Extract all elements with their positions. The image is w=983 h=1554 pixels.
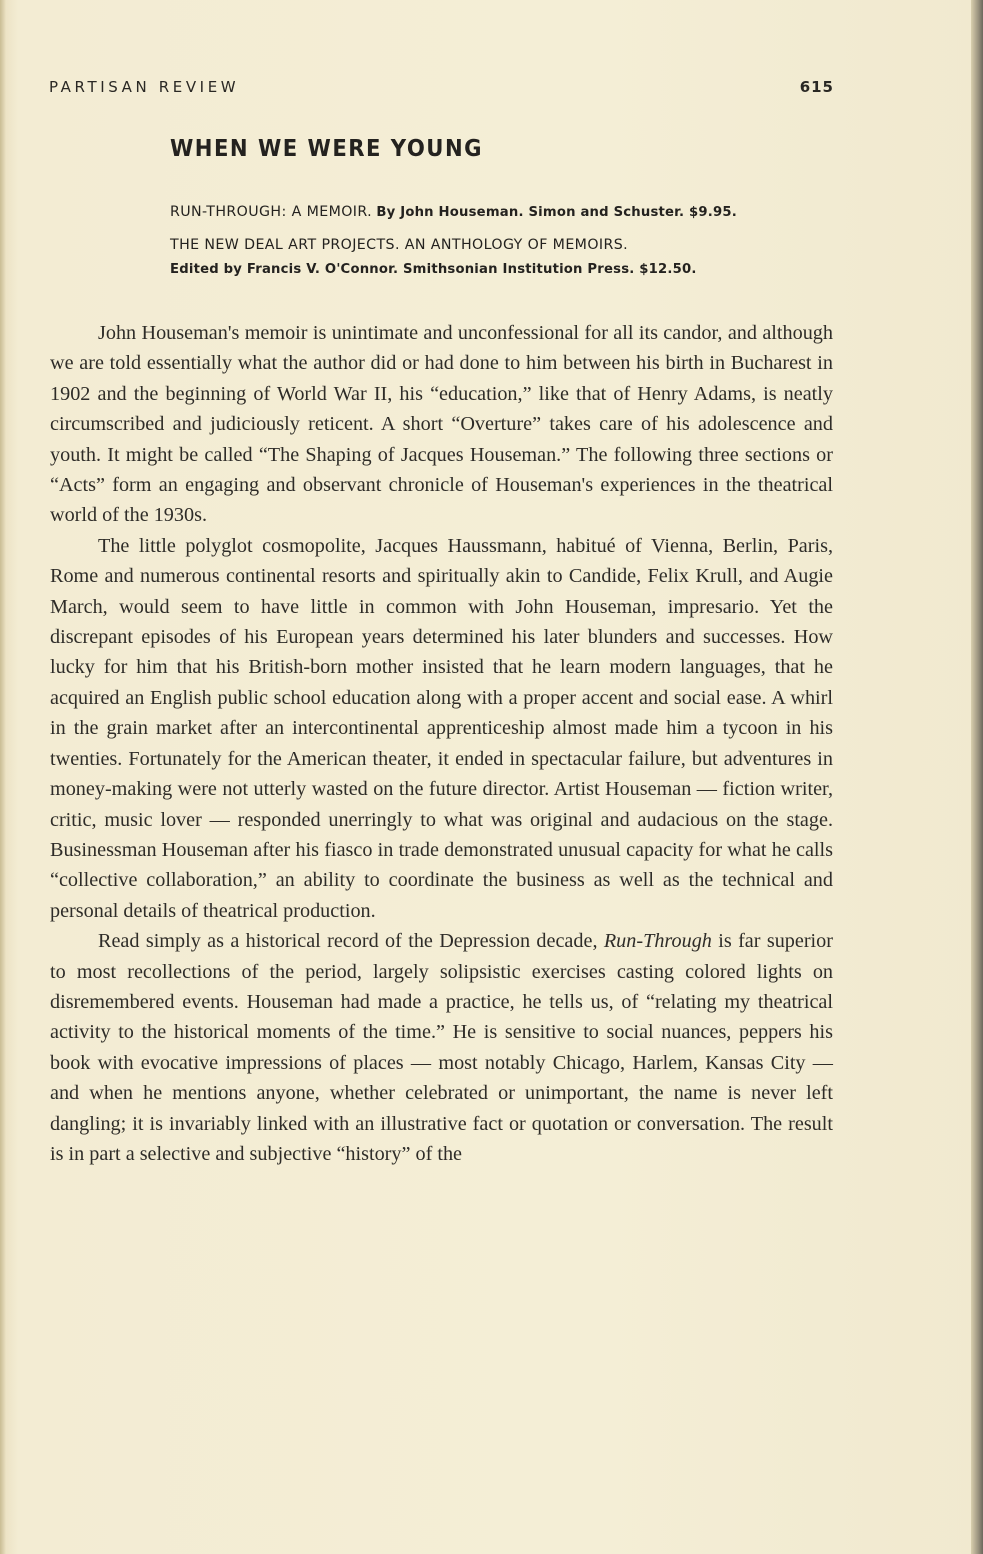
book-title-italic: Run-Through <box>603 930 712 953</box>
books-reviewed <box>170 200 840 290</box>
book-title: THE NEW DEAL ART PROJECTS. AN ANTHOLOGY OF MEMOIRS. <box>170 237 629 253</box>
book-details: By John Houseman. Simon and Schuster. $9.95. <box>376 205 737 220</box>
book-entry <box>170 233 840 282</box>
running-head <box>49 78 834 100</box>
paragraph: The little polyglot cosmopolite, Jacques Haussmann, habitué of Vienna, Berlin, Paris, Rome and numerous continental resorts and spiritually akin to Candide, Felix Krull, and Augie March, would seem to have little in common with John Houseman, impresario. Yet the discrepant episodes of his European years determined his later blunders and successes. How lucky for him that his British-born mother insisted that he learn modern languages, that he acquired an English public school education along with a proper accent and social ease. A whirl in the grain market after an intercontinental apprenticeship almost made him a tycoon in his twenties. Fortunately for the American theater, it ended in spectacular failure, but adventures in money-making were not utterly wasted on the future director. Artist Houseman — fiction writer, critic, music lover — responded unerringly to what was original and audacious on the stage. Businessman Houseman after his fiasco in trade demonstrated unusual capacity for what he calls “collective collaboration,” an ability to coordinate the business as well as the technical and personal details of theatrical production. <box>50 534 833 922</box>
paragraph: John Houseman's memoir is unintimate and unconfessional for all its candor, and although we are told essentially what the author did or had done to him between his birth in Bucharest in 1902 and the beginning of World War II, his “education,” like that of Henry Adams, is neatly circumscribed and judiciously reticent. A short “Overture” takes care of his adolescence and youth. It might be called “The Shaping of Jacques Houseman.” The following three sections or “Acts” form an engaging and observant chronicle of Houseman's experiences in the theatrical world of the 1930s. <box>50 322 833 527</box>
page-number: 615 <box>799 78 834 96</box>
paragraph <box>50 926 833 1169</box>
paragraph-text: Read simply as a historical record of the Depression decade, <box>98 930 604 953</box>
book-title: RUN-THROUGH: A MEMOIR. <box>170 204 373 220</box>
book-details: Edited by Francis V. O'Connor. Smithsonian Institution Press. $12.50. <box>170 262 697 277</box>
book-spine-shadow <box>971 0 983 1554</box>
article-title: WHEN WE WERE YOUNG <box>170 136 483 162</box>
book-entry <box>170 200 840 225</box>
page-left-edge <box>0 0 6 1554</box>
article-body <box>50 318 833 1169</box>
journal-name: PARTISAN REVIEW <box>49 78 240 96</box>
paragraph-text: is far superior to most recollections of the period, largely solipsistic exercises casting colored lights on disremembered events. Houseman had made a practice, he tells us, of “relating my theatrical activity to the historical moments of the time.” He is sensitive to social nuances, peppers his book with evocative impressions of places — most notably Chicago, Harlem, Kansas City — and when he mentions anyone, whether celebrated or unimportant, the name is never left dangling; it is invariably linked with an illustrative fact or quotation or conversation. The result is in part a selective and subjective “history” of the <box>50 930 833 1165</box>
